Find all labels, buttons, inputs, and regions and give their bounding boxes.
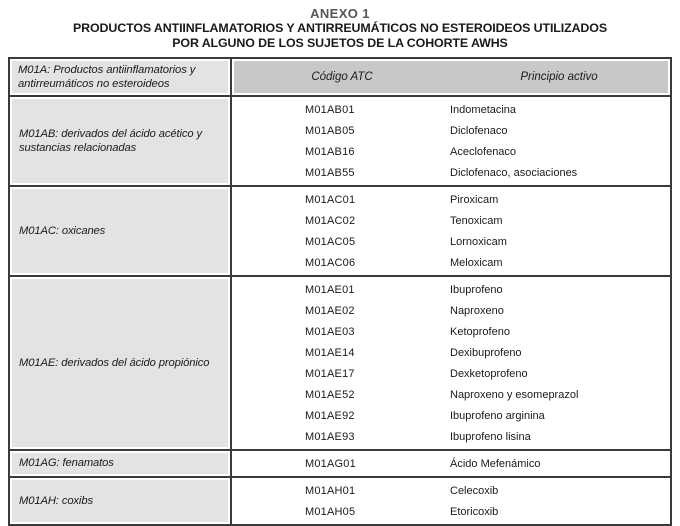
table-row — [232, 210, 670, 231]
table-row — [232, 384, 670, 405]
section-rows — [232, 187, 670, 275]
header-category-label: M01A: Productos antiinflamatorios y antirreumáticos no esteroideos — [12, 61, 228, 93]
section-category-cell — [10, 277, 232, 449]
table-section — [10, 185, 670, 275]
section-category-cell — [10, 187, 232, 275]
column-header-codigo-atc: Código ATC — [311, 71, 373, 83]
active-principle: Diclofenaco — [450, 124, 508, 137]
atc-code: M01AG01 — [305, 457, 356, 470]
section-rows — [232, 478, 670, 524]
table-row — [232, 405, 670, 426]
table-section — [10, 476, 670, 524]
table-row — [232, 342, 670, 363]
section-rows — [232, 277, 670, 449]
table-row — [232, 321, 670, 342]
atc-code: M01AH01 — [305, 484, 356, 497]
table-row — [232, 300, 670, 321]
section-category-cell — [10, 97, 232, 185]
table-row — [232, 252, 670, 273]
active-principle: Ibuprofeno arginina — [450, 409, 545, 422]
atc-code: M01AB55 — [305, 166, 355, 179]
section-category-label: M01AE: derivados del ácido propiónico — [12, 279, 228, 447]
table-row — [232, 501, 670, 522]
table-header-row — [10, 59, 670, 95]
active-principle: Ibuprofeno — [450, 283, 503, 296]
atc-code: M01AC02 — [305, 214, 356, 227]
atc-code: M01AE14 — [305, 346, 355, 359]
table-row — [232, 99, 670, 120]
atc-code: M01AE01 — [305, 283, 355, 296]
table-row — [232, 162, 670, 183]
table-body — [10, 95, 670, 524]
table-row — [232, 141, 670, 162]
table-row — [232, 426, 670, 447]
atc-code: M01AE17 — [305, 367, 355, 380]
atc-code: M01AE93 — [305, 430, 355, 443]
atc-code: M01AB16 — [305, 145, 355, 158]
active-principle: Tenoxicam — [450, 214, 503, 227]
active-principle: Meloxicam — [450, 256, 503, 269]
active-principle: Dexketoprofeno — [450, 367, 528, 380]
atc-code: M01AE03 — [305, 325, 355, 338]
atc-code: M01AE52 — [305, 388, 355, 401]
active-principle: Lornoxicam — [450, 235, 507, 248]
atc-code: M01AH05 — [305, 505, 356, 518]
table-row — [232, 231, 670, 252]
active-principle: Diclofenaco, asociaciones — [450, 166, 578, 179]
table-row — [232, 453, 670, 474]
active-principle: Dexibuprofeno — [450, 346, 522, 359]
active-principle: Ácido Mefenámico — [450, 457, 541, 470]
header-columns-cell — [232, 59, 670, 95]
table-section — [10, 95, 670, 185]
active-principle: Celecoxib — [450, 484, 499, 497]
header-category-cell — [10, 59, 232, 95]
atc-code: M01AE02 — [305, 304, 355, 317]
table-row — [232, 363, 670, 384]
active-principle: Naproxeno y esomeprazol — [450, 388, 579, 401]
table-section — [10, 449, 670, 476]
section-category-cell — [10, 478, 232, 524]
section-category-label: M01AB: derivados del ácido acético y sustancias relacionadas — [12, 99, 228, 183]
title-line-1: PRODUCTOS ANTIINFLAMATORIOS Y ANTIRREUMÁTICOS NO ESTEROIDEOS UTILIZADOS — [73, 21, 607, 35]
active-principle: Naproxeno — [450, 304, 504, 317]
atc-table — [8, 57, 672, 526]
table-row — [232, 120, 670, 141]
active-principle: Ketoprofeno — [450, 325, 510, 338]
section-category-cell — [10, 451, 232, 476]
annex-label: ANEXO 1 — [310, 6, 370, 21]
header-columns-fill — [234, 61, 668, 93]
column-header-principio-activo: Principio activo — [520, 71, 598, 83]
section-category-label: M01AG: fenamatos — [12, 453, 228, 474]
atc-code: M01AE92 — [305, 409, 355, 422]
document-title — [0, 0, 680, 51]
table-section — [10, 275, 670, 449]
table-row — [232, 279, 670, 300]
title-line-2: POR ALGUNO DE LOS SUJETOS DE LA COHORTE AWHS — [172, 36, 508, 50]
active-principle: Etoricoxib — [450, 505, 499, 518]
table-row — [232, 480, 670, 501]
table-row — [232, 189, 670, 210]
section-rows — [232, 451, 670, 476]
active-principle: Indometacina — [450, 103, 517, 116]
section-category-label: M01AH: coxibs — [12, 480, 228, 522]
atc-code: M01AC06 — [305, 256, 356, 269]
active-principle: Piroxicam — [450, 193, 499, 206]
atc-code: M01AC01 — [305, 193, 356, 206]
section-rows — [232, 97, 670, 185]
active-principle: Aceclofenaco — [450, 145, 517, 158]
active-principle: Ibuprofeno lisina — [450, 430, 531, 443]
atc-code: M01AB01 — [305, 103, 355, 116]
atc-code: M01AB05 — [305, 124, 355, 137]
section-category-label: M01AC: oxicanes — [12, 189, 228, 273]
atc-code: M01AC05 — [305, 235, 356, 248]
